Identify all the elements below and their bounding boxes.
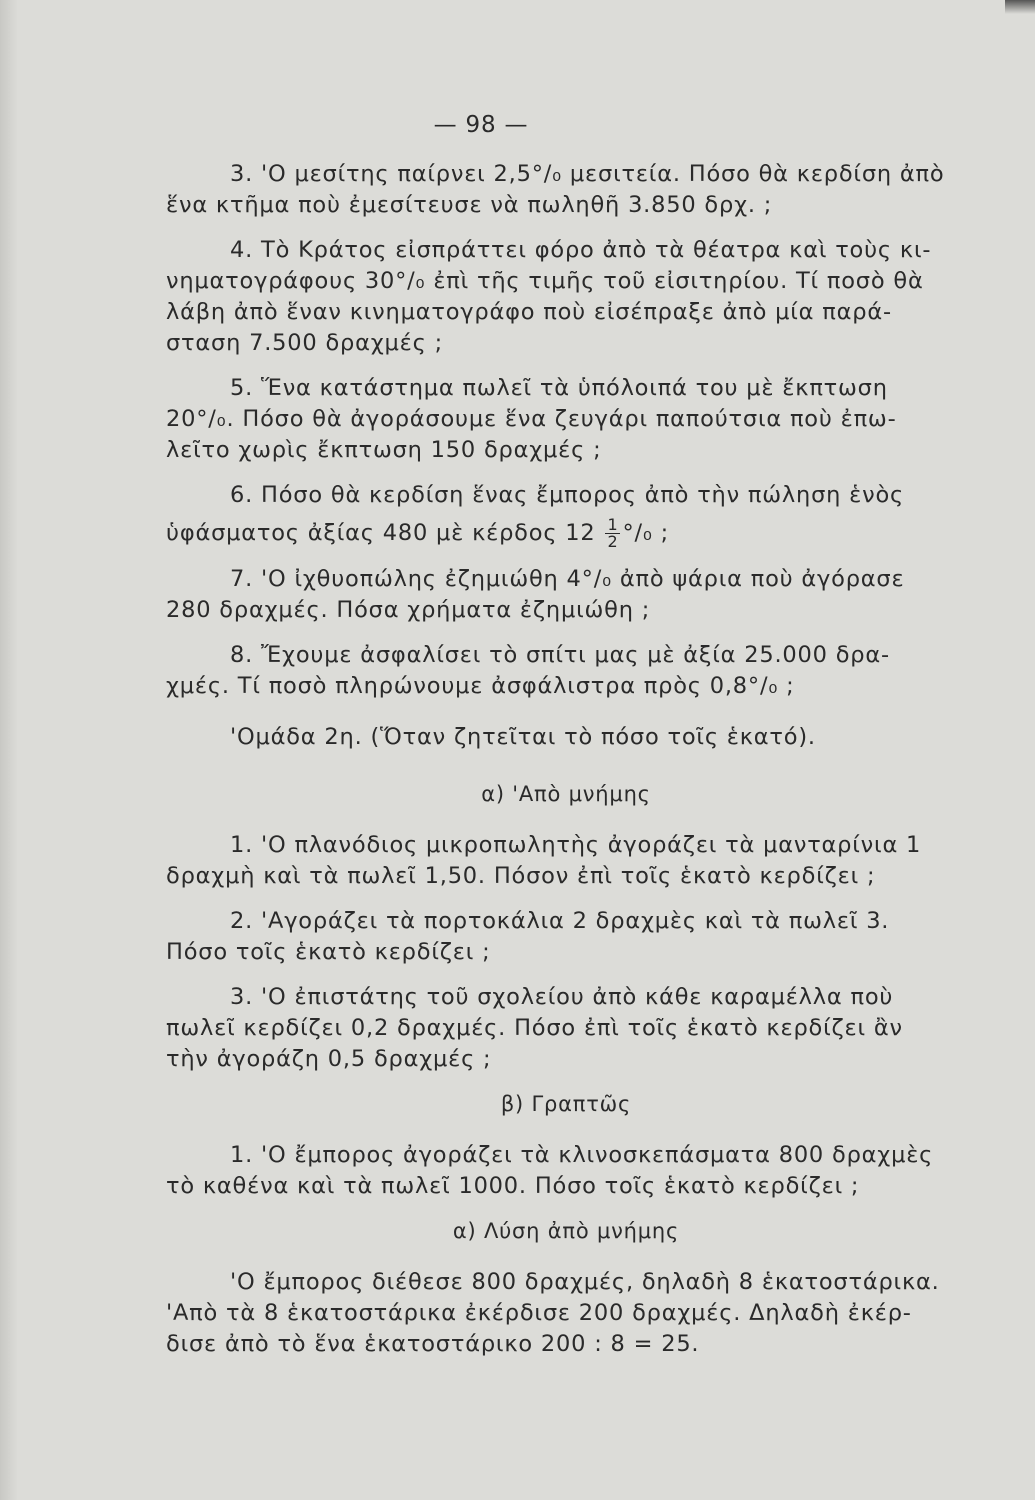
scan-shadow — [1005, 0, 1035, 14]
exercise-line: 7. 'Ο ἰχθυοπώλης ἐζημιώθη 4°/₀ ἀπὸ ψάρια ποὺ ἀγόρασε — [230, 566, 905, 592]
group-2-heading: 'Ομάδα 2η. (Ὅταν ζητεῖται τὸ πόσο τοῖς ἑκατό). — [230, 724, 816, 750]
exercise-line: ἕνα κτῆμα ποὺ ἐμεσίτευσε νὰ πωληθῆ 3.850 δρχ. ; — [166, 192, 773, 218]
written-exercise-1 — [166, 1140, 1026, 1202]
exercise-line-with-fraction — [166, 517, 1026, 550]
exercise-line: 6. Πόσο θὰ κερδίση ἕνας ἔμπορος ἀπὸ τὴν πώληση ἑνὸς — [230, 482, 905, 508]
exercise-line: 3. 'Ο μεσίτης παίρνει 2,5°/₀ μεσιτεία. Πόσο θὰ κερδίση ἀπὸ — [230, 161, 945, 187]
exercise-line: λάβη ἀπὸ ἕναν κινηματογράφο ποὺ εἰσέπραξε ἀπὸ μία παρά- — [166, 299, 892, 325]
exercise-line: 280 δραχμές. Πόσα χρήματα ἐζημιώθη ; — [166, 597, 651, 623]
solution-text — [166, 1267, 1026, 1360]
exercise-line: τὴν ἀγοράζη 0,5 δραχμές ; — [166, 1046, 492, 1072]
group2-exercise-2 — [166, 906, 1026, 968]
exercise-line: σταση 7.500 δραχμές ; — [166, 330, 443, 356]
subheading-from-memory: α) 'Απὸ μνήμης — [481, 782, 651, 806]
exercise-line: χμές. Τί ποσὸ πληρώνουμε ἀσφάλιστρα πρὸς 0,8°/₀ ; — [166, 673, 795, 699]
exercise-3 — [166, 159, 1026, 221]
exercise-line: 1. 'Ο ἔμπορος ἀγοράζει τὰ κλινοσκεπάσματα 800 δραχμὲς — [230, 1142, 934, 1168]
exercise-line: 20°/₀. Πόσο θὰ ἀγοράσουμε ἕνα ζευγάρι παπούτσια ποὺ ἐπω- — [166, 406, 897, 432]
solution-line: 'Απὸ τὰ 8 ἑκατοστάρικα ἐκέρδισε 200 δραχμές. Δηλαδὴ ἐκέρ- — [166, 1300, 912, 1326]
exercise-line: 3. 'Ο ἐπιστάτης τοῦ σχολείου ἀπὸ κάθε καραμέλλα ποὺ — [230, 984, 894, 1010]
exercise-line: τὸ καθένα καὶ τὰ πωλεῖ 1000. Πόσο τοῖς ἑκατὸ κερδίζει ; — [166, 1173, 860, 1199]
exercise-7 — [166, 564, 1026, 626]
exercise-5 — [166, 373, 1026, 466]
subheading-written: β) Γραπτῶς — [500, 1092, 632, 1116]
exercise-line: νηματογράφους 30°/₀ ἐπὶ τῆς τιμῆς τοῦ εἰσιτηρίου. Τί ποσὸ θὰ — [166, 268, 924, 294]
group2-exercise-3 — [166, 982, 1026, 1075]
solution-line: 'Ο ἔμπορος διέθεσε 800 δραχμές, δηλαδὴ 8 ἑκατοστάρικα. — [230, 1269, 940, 1295]
exercise-line: δραχμὴ καὶ τὰ πωλεῖ 1,50. Πόσον ἐπὶ τοῖς ἑκατὸ κερδίζει ; — [166, 863, 876, 889]
exercise-line: Πόσο τοῖς ἑκατὸ κερδίζει ; — [166, 939, 491, 965]
fraction-denominator: 2 — [607, 532, 619, 550]
fraction — [605, 517, 620, 550]
fraction-numerator: 1 — [607, 517, 619, 534]
exercise-line: 2. 'Αγοράζει τὰ πορτοκάλια 2 δραχμὲς καὶ τὰ πωλεῖ 3. — [230, 908, 890, 934]
exercise-line: λεῖτο χωρὶς ἔκπτωση 150 δραχμές ; — [166, 437, 602, 463]
exercise-line: 8. Ἔχουμε ἀσφαλίσει τὸ σπίτι μας μὲ ἀξία 25.000 δρα- — [230, 642, 890, 668]
page-edge — [0, 0, 18, 1500]
exercise-line: πωλεῖ κερδίζει 0,2 δραχμές. Πόσο ἐπὶ τοῖς ἑκατὸ κερδίζει ἂν — [166, 1015, 903, 1041]
subheading-solution: α) Λύση ἀπὸ μνήμης — [452, 1219, 680, 1243]
group2-exercise-1 — [166, 830, 1026, 892]
exercise-6 — [166, 480, 1026, 550]
exercise-line: 1. 'Ο πλανόδιος μικροπωλητὴς ἀγοράζει τὰ μανταρίνια 1 — [230, 832, 922, 858]
exercise-text: °/₀ ; — [622, 520, 670, 546]
exercise-4 — [166, 235, 1026, 359]
solution-line: δισε ἀπὸ τὸ ἕνα ἑκατοστάρικο 200 : 8 = 25. — [166, 1331, 700, 1357]
exercise-text: ὑφάσματος ἀξίας 480 μὲ κέρδος 12 — [166, 520, 596, 546]
page-number: — 98 — — [433, 112, 529, 138]
exercise-8 — [166, 640, 1026, 702]
page-content — [166, 110, 1026, 1374]
exercise-line: 4. Τὸ Κράτος εἰσπράττει φόρο ἀπὸ τὰ θέατρα καὶ τοὺς κι- — [230, 237, 932, 263]
exercise-line: 5. Ἕνα κατάστημα πωλεῖ τὰ ὑπόλοιπά του μὲ ἔκπτωση — [230, 375, 888, 401]
